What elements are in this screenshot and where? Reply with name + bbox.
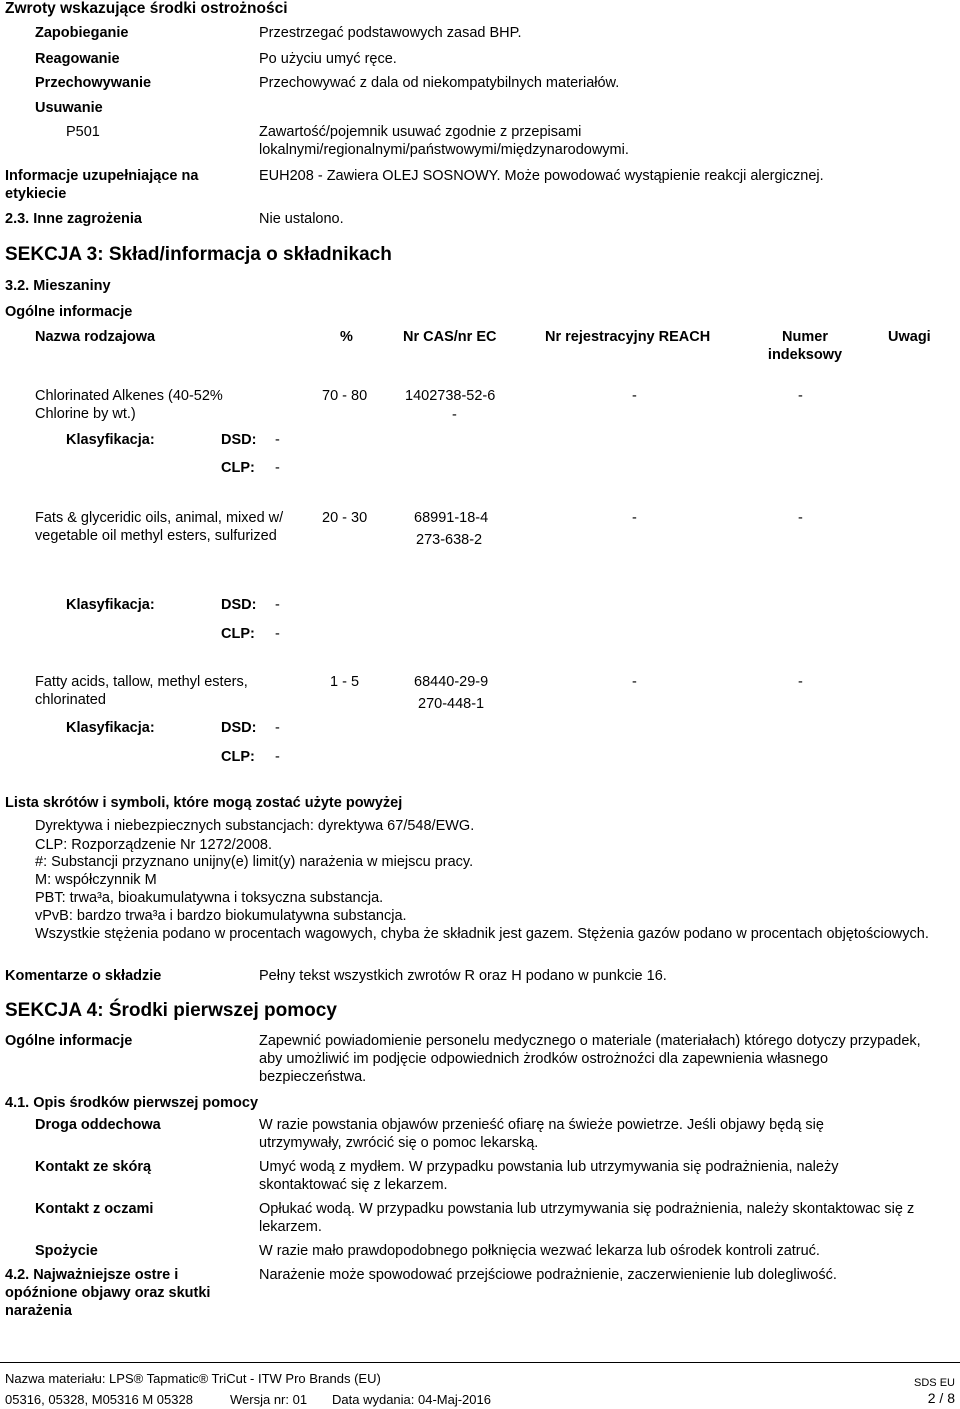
eye-contact-value: Opłukać wodą. W przypadku powstania lub utrzymywania się podrażnienia, należy skontaktowac się z lekarzem. bbox=[259, 1201, 915, 1235]
col-percent-header: % bbox=[340, 329, 353, 345]
component-2-percent: 20 - 30 bbox=[322, 510, 368, 526]
supplementary-value: EUH208 - Zawiera OLEJ SOSNOWY. Może powodować wystąpienie reakcji alergicznej. bbox=[259, 168, 824, 184]
ingestion-label: Spożycie bbox=[35, 1243, 98, 1259]
component-1-dsd-label: DSD: bbox=[221, 432, 257, 448]
section3-general: Ogólne informacje bbox=[5, 304, 133, 320]
skin-contact-label: Kontakt ze skórą bbox=[35, 1159, 152, 1175]
component-3-name: Fatty acids, tallow, methyl esters, chlorinated bbox=[35, 674, 248, 708]
col-index-header: Numer indeksowy bbox=[767, 329, 843, 363]
component-1-dsd-value: - bbox=[275, 432, 280, 448]
skin-contact-value: Umyć wodą z mydłem. W przypadku powstania lub utrzymywania się podrażnienia, należy skontaktować się z lekarzem. bbox=[259, 1159, 839, 1193]
section4-sub41: 4.1. Opis środków pierwszej pomocy bbox=[5, 1095, 259, 1111]
col-reach-header: Nr rejestracyjny REACH bbox=[545, 329, 711, 345]
col-notes-header: Uwagi bbox=[888, 329, 931, 345]
component-1-index: - bbox=[798, 388, 803, 404]
abbrev-line: PBT: trwa³a, bioakumulatywna i toksyczna substancja. bbox=[35, 890, 384, 906]
p501-label: P501 bbox=[66, 124, 100, 140]
component-2-clp-label: CLP: bbox=[221, 626, 255, 642]
precautions-title: Zwroty wskazujące środki ostrożności bbox=[5, 0, 288, 17]
section4-sub42-value: Narażenie może spowodować przejściowe podrażnienie, zaczerwienienie lub dolegliwość. bbox=[259, 1267, 837, 1283]
component-2-reach: - bbox=[632, 510, 637, 526]
p501-value: Zawartość/pojemnik usuwać zgodnie z przepisami lokalnymi/regionalnymi/państwowymi/międzynarodowymi. bbox=[259, 124, 629, 158]
component-2-dsd-label: DSD: bbox=[221, 597, 257, 613]
abbrev-line: M: współczynnik M bbox=[35, 872, 157, 888]
component-1-clp-value: - bbox=[275, 460, 280, 476]
comments-label: Komentarze o składzie bbox=[5, 968, 162, 984]
footer-page: 2 / 8 bbox=[927, 1390, 955, 1406]
component-1-name: Chlorinated Alkenes (40-52% Chlorine by wt.) bbox=[35, 388, 223, 422]
col-cas-header: Nr CAS/nr EC bbox=[403, 329, 497, 345]
component-2-ec: 273-638-2 bbox=[416, 532, 483, 548]
component-3-dsd-value: - bbox=[275, 720, 280, 736]
response-label: Reagowanie bbox=[35, 51, 120, 67]
section4-general-label: Ogólne informacje bbox=[5, 1033, 133, 1049]
section3-subsection: 3.2. Mieszaniny bbox=[5, 278, 111, 294]
component-1-classification-label: Klasyfikacja: bbox=[66, 432, 155, 448]
component-3-clp-value: - bbox=[275, 749, 280, 765]
component-1-ec: - bbox=[452, 407, 457, 423]
ingestion-value: W razie mało prawdopodobnego połknięcia wezwać lekarza lub ośrodek kontroli zatruć. bbox=[259, 1243, 820, 1259]
component-3-ec: 270-448-1 bbox=[418, 696, 485, 712]
component-2-name: Fats & glyceridic oils, animal, mixed w/ vegetable oil methyl esters, sulfurized bbox=[35, 510, 284, 544]
prevention-label: Zapobieganie bbox=[35, 25, 129, 41]
prevention-value: Przestrzegać podstawowych zasad BHP. bbox=[259, 25, 522, 41]
component-2-dsd-value: - bbox=[275, 597, 280, 613]
abbrev-line: Wszystkie stężenia podano w procentach wagowych, chyba że składnik jest gazem. Stężenia gazów podano w procentach objętościowych. bbox=[35, 926, 929, 942]
supplementary-label: Informacje uzupełniające na etykiecie bbox=[5, 168, 199, 202]
component-3-index: - bbox=[798, 674, 803, 690]
other-hazards-label: 2.3. Inne zagrożenia bbox=[5, 211, 142, 227]
footer-codes: 05316, 05328, M05316 M 05328 bbox=[5, 1392, 193, 1407]
component-2-cas: 68991-18-4 bbox=[414, 510, 489, 526]
component-3-cas: 68440-29-9 bbox=[414, 674, 489, 690]
component-1-clp-label: CLP: bbox=[221, 460, 255, 476]
comments-value: Pełny tekst wszystkich zwrotów R oraz H podano w punkcie 16. bbox=[259, 968, 667, 984]
component-3-percent: 1 - 5 bbox=[330, 674, 360, 690]
inhalation-value: W razie powstania objawów przenieść ofiarę na świeże powietrze. Jeśli objawy będą się utrzymywały, zwrócić się o pomoc lekarską. bbox=[259, 1117, 824, 1151]
other-hazards-value: Nie ustalono. bbox=[259, 211, 344, 227]
section4-general-value: Zapewnić powiadomienie personelu medycznego o materiale (materiałach) którego dotyczy przypadek, aby umożliwić im podjęcie odpowiednich żrodków ostrożnoźci dla zapewnienia własnego bezpieczeństwa. bbox=[259, 1033, 921, 1085]
component-1-percent: 70 - 80 bbox=[322, 388, 368, 404]
abbrev-title: Lista skrótów i symboli, które mogą zostać użyte powyżej bbox=[5, 795, 403, 811]
storage-label: Przechowywanie bbox=[35, 75, 152, 91]
component-1-reach: - bbox=[632, 388, 637, 404]
col-name-header: Nazwa rodzajowa bbox=[35, 329, 156, 345]
footer-divider bbox=[0, 1362, 960, 1363]
abbrev-line: #: Substancji przyznano unijny(e) limit(y) narażenia w miejscu pracy. bbox=[35, 854, 474, 870]
eye-contact-label: Kontakt z oczami bbox=[35, 1201, 154, 1217]
component-2-classification-label: Klasyfikacja: bbox=[66, 597, 155, 613]
abbrev-line: CLP: Rozporządzenie Nr 1272/2008. bbox=[35, 837, 272, 853]
component-3-reach: - bbox=[632, 674, 637, 690]
footer-date: Data wydania: 04-Maj-2016 bbox=[332, 1392, 491, 1407]
abbrev-line: Dyrektywa i niebezpiecznych substancjach: dyrektywa 67/548/EWG. bbox=[35, 818, 475, 834]
section4-sub42-label: 4.2. Najważniejsze ostre i opóźnione objawy oraz skutki narażenia bbox=[5, 1267, 211, 1319]
component-3-dsd-label: DSD: bbox=[221, 720, 257, 736]
component-2-index: - bbox=[798, 510, 803, 526]
disposal-label: Usuwanie bbox=[35, 100, 103, 116]
response-value: Po użyciu umyć ręce. bbox=[259, 51, 397, 67]
section4-title: SEKCJA 4: Środki pierwszej pomocy bbox=[5, 1000, 337, 1021]
component-3-classification-label: Klasyfikacja: bbox=[66, 720, 155, 736]
storage-value: Przechowywać z dala od niekompatybilnych materiałów. bbox=[259, 75, 620, 91]
inhalation-label: Droga oddechowa bbox=[35, 1117, 161, 1133]
component-1-cas: 1402738-52-6 bbox=[405, 388, 496, 404]
section3-title: SEKCJA 3: Skład/informacja o składnikach bbox=[5, 244, 392, 265]
footer-version: Wersja nr: 01 bbox=[230, 1392, 308, 1407]
footer-material: Nazwa materiału: LPS® Tapmatic® TriCut - ITW Pro Brands (EU) bbox=[5, 1371, 381, 1386]
footer-sds: SDS EU bbox=[914, 1377, 955, 1389]
component-2-clp-value: - bbox=[275, 626, 280, 642]
abbrev-line: vPvB: bardzo trwa³a i bardzo biokumulatywna substancja. bbox=[35, 908, 407, 924]
component-3-clp-label: CLP: bbox=[221, 749, 255, 765]
